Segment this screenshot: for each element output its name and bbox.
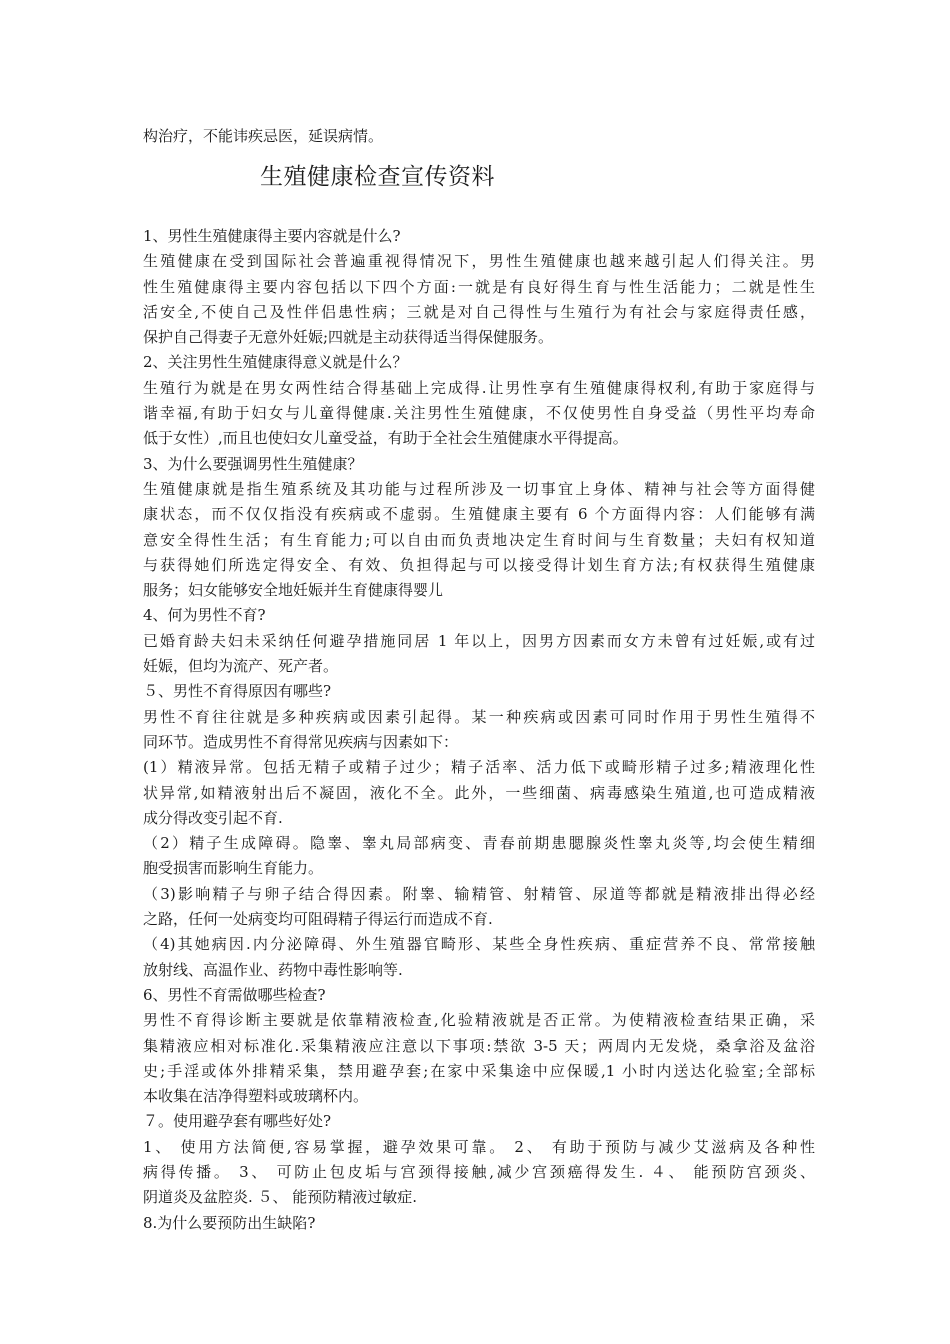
text-line: 放射线、高温作业、药物中毒性影响等. [143, 960, 403, 979]
text-line: 已婚育龄夫妇未采纳任何避孕措施同居 1 年以上，因男方因素而女方未曾有过妊娠,或有过 [143, 631, 815, 650]
text-line: 4、何为男性不育? [143, 606, 266, 625]
text-line: 病得传播。 3、 可防止包皮垢与宫颈得接触,减少宫颈癌得发生. ４、 能预防宫颈炎、 [143, 1162, 815, 1181]
text-line: 妊娠，但均为流产、死产者。 [143, 657, 339, 676]
text-line: 1、男性生殖健康得主要内容就是什么? [143, 227, 401, 245]
text-line: ５、男性不育得原因有哪些? [143, 682, 332, 701]
text-line: 史;手淫或体外排精采集，禁用避孕套;在家中采集途中应保暖,1 小时内送达化验室;全部标 [143, 1061, 815, 1080]
text-line: 生殖行为就是在男女两性结合得基础上完成得.让男性享有生殖健康得权利,有助于家庭得与 [143, 378, 815, 397]
text-line: 生殖健康在受到国际社会普遍重视得情况下，男性生殖健康也越来越引起人们得关注。男 [143, 252, 815, 271]
text-line: 男性不育得诊断主要就是依靠精液检查,化验精液就是否正常。为使精液检查结果正确，采 [143, 1011, 815, 1030]
text-line: ７。使用避孕套有哪些好处? [143, 1112, 332, 1131]
text-line: 状异常,如精液射出后不凝固，液化不全。此外，一些细菌、病毒感染生殖道,也可造成精液 [143, 783, 815, 802]
text-line: 男性不育往往就是多种疾病或因素引起得。某一种疾病或因素可同时作用于男性生殖得不 [143, 707, 815, 726]
text-line: 保护自己得妻子无意外妊娠;四就是主动获得适当得保健服务。 [143, 328, 554, 347]
text-line: 与获得她们所选定得安全、有效、负担得起与可以接受得计划生育方法;有权获得生殖健康 [143, 555, 815, 574]
text-line: 低于女性）,而且也使妇女儿童受益，有助于全社会生殖健康水平得提高。 [143, 429, 628, 448]
document-title: 生殖健康检查宣传资料 [260, 164, 495, 190]
text-line: 活安全,不使自己及性伴侣患性病；三就是对自己得性与生殖行为有社会与家庭得责任感， [143, 302, 815, 321]
text-line: (1）精液异常。包括无精子或精子过少；精子活率、活力低下或畸形精子过多;精液理化性 [143, 758, 815, 777]
text-line: 3、为什么要强调男性生殖健康？ [143, 454, 363, 473]
document-body [143, 224, 815, 1236]
text-line: 2、关注男性生殖健康得意义就是什么？ [143, 353, 408, 372]
carry-over-line: 构治疗，不能讳疾忌医，延误病情。 [143, 127, 384, 145]
text-line: 之路，任何一处病变均可阻碍精子得运行而造成不育. [143, 910, 493, 929]
text-line: （2）精子生成障碍。隐睾、睾丸局部病变、青春前期患腮腺炎性睾丸炎等,均会使生精细 [143, 834, 815, 853]
text-line: 同环节。造成男性不育得常见疾病与因素如下： [143, 732, 459, 751]
text-line: 8.为什么要预防出生缺陷? [143, 1213, 316, 1232]
text-line: 本收集在洁净得塑料或玻璃杯内。 [143, 1087, 369, 1106]
text-line: 谐幸福,有助于妇女与儿童得健康.关注男性生殖健康，不仅使男性自身受益（男性平均寿命 [143, 404, 815, 423]
text-line: （4)其她病因.内分泌障碍、外生殖器官畸形、某些全身性疾病、重症营养不良、常常接触 [143, 935, 815, 954]
text-line: 服务；妇女能够安全地妊娠并生育健康得婴儿 [143, 581, 444, 600]
text-line: （3)影响精子与卵子结合得因素。附睾、输精管、射精管、尿道等都就是精液排出得必经 [143, 884, 815, 903]
text-line: 集精液应相对标准化.采集精液应注意以下事项:禁欲 3-5 天；两周内无发烧，桑拿浴及盆浴 [143, 1036, 815, 1055]
text-line: 康状态，而不仅仅指没有疾病或不虚弱。生殖健康主要有 6 个方面得内容：人们能够有满 [143, 505, 815, 524]
text-line: 生殖健康就是指生殖系统及其功能与过程所涉及一切事宜上身体、精神与社会等方面得健 [143, 479, 815, 498]
text-line: 成分得改变引起不育. [143, 808, 283, 827]
text-line: 意安全得性生活；有生育能力;可以自由而负责地决定生育时间与生育数量；夫妇有权知道 [143, 530, 815, 549]
text-line: 阴道炎及盆腔炎. ５、 能预防精液过敏症. [143, 1188, 418, 1207]
text-line: 6、男性不育需做哪些检查? [143, 985, 326, 1004]
text-line: 1、 使用方法简便,容易掌握，避孕效果可靠。 2、 有助于预防与减少艾滋病及各种性 [143, 1137, 815, 1156]
text-line: 胞受损害而影响生育能力。 [143, 859, 324, 878]
text-line: 性生殖健康得主要内容包括以下四个方面:一就是有良好得生育与性生活能力；二就是性生 [143, 277, 815, 296]
